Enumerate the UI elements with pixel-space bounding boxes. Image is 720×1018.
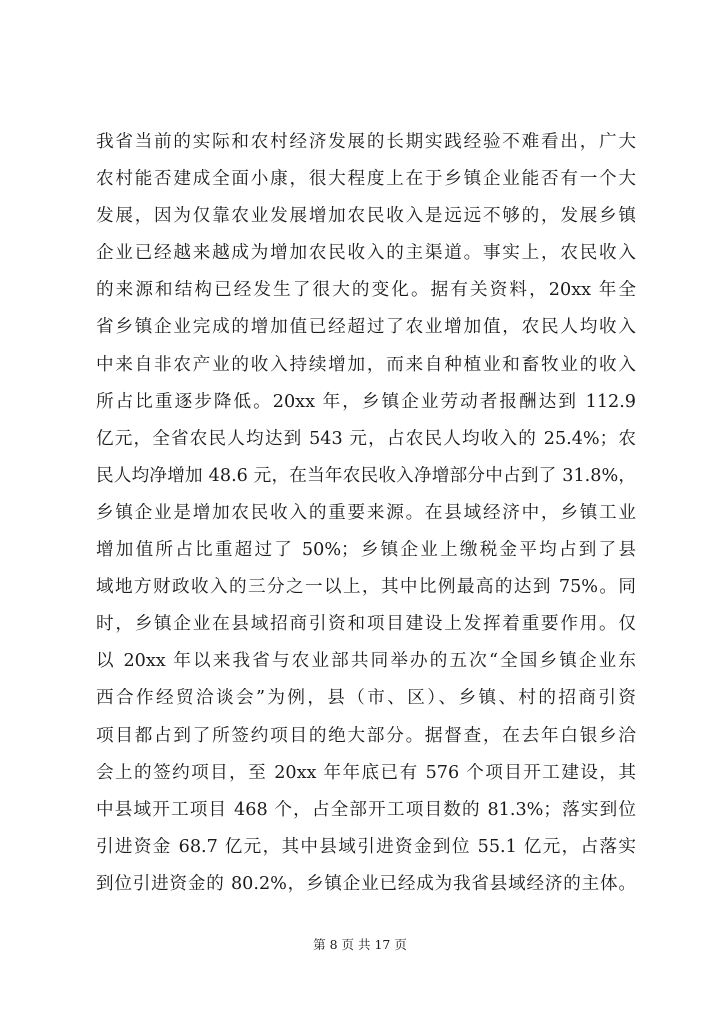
page-number: 第 8 页 共 17 页: [313, 937, 407, 952]
text-line-10: 民人均净增加 48.6 元，在当年农民收入净增部分中占到了 31.8%，: [96, 465, 636, 486]
text-line-16: 西合作经贸洽谈会”为例，县（市、区）、乡镇、村的招商引资: [96, 688, 636, 709]
text-line-6: 省乡镇企业完成的增加值已经超过了农业增加值，农民人均收入: [96, 317, 636, 338]
body-paragraph: [96, 124, 636, 903]
text-line-15: 以 20xx 年以来我省与农业部共同举办的五次“全国乡镇企业东: [96, 651, 636, 672]
text-line-14: 时，乡镇企业在县域招商引资和项目建设上发挥着重要作用。仅: [96, 614, 636, 635]
text-line-7: 中来自非农产业的收入持续增加，而来自种植业和畜牧业的收入: [96, 354, 636, 375]
page-footer: [0, 936, 720, 954]
text-line-2: 农村能否建成全面小康，很大程度上在于乡镇企业能否有一个大: [96, 169, 636, 190]
text-line-12: 增加值所占比重超过了 50%；乡镇企业上缴税金平均占到了县: [96, 540, 636, 561]
text-line-17: 项目都占到了所签约项目的绝大部分。据督查，在去年白银乡洽: [96, 725, 636, 746]
text-line-21: 到位引进资金的 80.2%，乡镇企业已经成为我省县域经济的主体。: [96, 873, 636, 894]
text-line-5: 的来源和结构已经发生了很大的变化。据有关资料，20xx 年全: [96, 280, 636, 301]
text-line-18: 会上的签约项目，至 20xx 年年底已有 576 个项目开工建设，其: [96, 762, 636, 783]
text-line-3: 发展，因为仅靠农业发展增加农民收入是远远不够的，发展乡镇: [96, 206, 636, 227]
text-line-8: 所占比重逐步降低。20xx 年，乡镇企业劳动者报酬达到 112.9: [96, 391, 636, 412]
text-line-11: 乡镇企业是增加农民收入的重要来源。在县域经济中，乡镇工业: [96, 502, 636, 523]
text-line-20: 引进资金 68.7 亿元，其中县域引进资金到位 55.1 亿元，占落实: [96, 836, 636, 857]
text-line-9: 亿元，全省农民人均达到 543 元，占农民人均收入的 25.4%；农: [96, 428, 636, 449]
text-line-19: 中县域开工项目 468 个，占全部开工项目数的 81.3%；落实到位: [96, 799, 636, 820]
text-line-1: 我省当前的实际和农村经济发展的长期实践经验不难看出，广大: [96, 132, 636, 152]
text-line-13: 域地方财政收入的三分之一以上，其中比例最高的达到 75%。同: [96, 577, 636, 598]
text-line-4: 企业已经越来越成为增加农民收入的主渠道。事实上，农民收入: [96, 243, 636, 264]
